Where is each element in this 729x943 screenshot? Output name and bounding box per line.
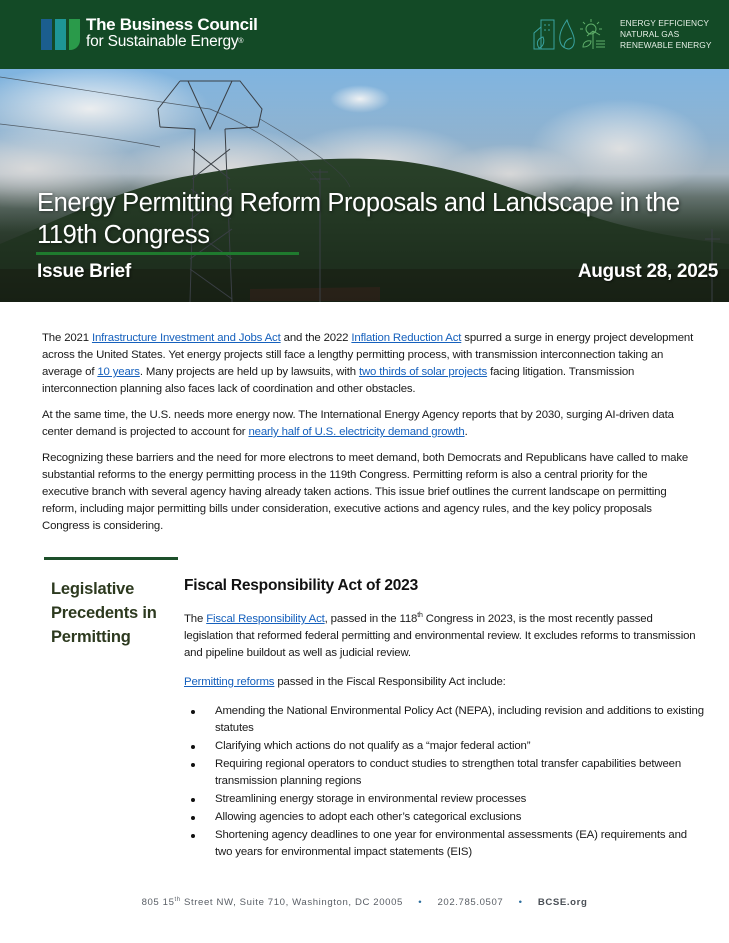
section-paragraph-2 xyxy=(184,674,704,691)
text: Street NW, Suite 710, Washington, DC 20005 xyxy=(180,897,403,908)
section-side-heading: Legislative Precedents in Permitting xyxy=(51,580,157,646)
bullet-icon xyxy=(191,745,195,749)
bullet-icon xyxy=(191,834,195,838)
section-content xyxy=(184,576,704,862)
publication-date: August 28, 2025 xyxy=(577,261,718,282)
text: facing litigation. Transmission interconnection planning also faces lack of coordination and other obstacles. xyxy=(42,366,635,395)
text: Congress in 2023, is the most recently passed legislation that reformed federal permitting and environmental review. It excludes reforms to transmission and pipeline buildout as well as judicial review. xyxy=(184,613,696,659)
org-name-line2-text: for Sustainable Energy xyxy=(86,33,239,50)
sector-renewable-energy: RENEWABLE ENERGY xyxy=(620,40,712,50)
bullet-icon xyxy=(191,816,195,820)
footer-address xyxy=(142,897,403,908)
link-10-years[interactable]: 10 years xyxy=(97,366,140,378)
reforms-list xyxy=(184,703,704,861)
logo-bar-teal xyxy=(55,19,66,50)
title-underline xyxy=(36,252,299,255)
sector-energy-efficiency: ENERGY EFFICIENCY xyxy=(620,18,710,28)
list-item xyxy=(184,738,704,755)
link-infrastructure-act[interactable]: Infrastructure Investment and Jobs Act xyxy=(91,332,281,344)
sector-list xyxy=(620,18,712,51)
text: . Many projects are held up by lawsuits, with xyxy=(139,366,359,378)
org-name xyxy=(86,16,258,50)
flame-leaf-icon xyxy=(560,20,575,49)
footer-phone: 202.785.0507 xyxy=(437,897,504,908)
text: passed in the Fiscal Responsibility Act include: xyxy=(274,676,506,688)
intro-paragraph-3: Recognizing these barriers and the need for more electrons to meet demand, both Democrats and Republicans have called to make substantial reforms to the energy permitting process in the 119th Congress. Permitting reform is also a central priority for the executive branch with several agency having already taken actions. This issue brief outlines the current landscape on permitting reform, including major permitting bills under consideration, executive actions and agency rules, and the key policy proposals Congress is considering. xyxy=(42,452,689,532)
registered-mark: ® xyxy=(238,38,244,45)
list-item xyxy=(184,827,704,861)
section-title: Fiscal Responsibility Act of 2023 xyxy=(184,577,419,594)
logo-bar-green xyxy=(69,19,80,50)
org-name-line1: The Business Council xyxy=(86,15,258,34)
document-title: Energy Permitting Reform Proposals and Landscape in the 119th Congress xyxy=(37,189,680,249)
intro-paragraph-1 xyxy=(42,330,697,398)
list-item xyxy=(184,756,704,790)
sector-natural-gas: NATURAL GAS xyxy=(620,29,680,39)
link-inflation-reduction-act[interactable]: Inflation Reduction Act xyxy=(351,332,462,344)
ordinal-suffix: th xyxy=(417,612,423,619)
hero-banner xyxy=(0,69,729,302)
page-footer xyxy=(0,897,729,908)
bcse-logo-icon xyxy=(41,19,80,50)
list-item xyxy=(184,703,704,737)
list-item-text: Clarifying which actions do not qualify as a “major federal action” xyxy=(215,740,531,752)
list-item-text: Amending the National Environmental Policy Act (NEPA), including revision and additions to existing statutes xyxy=(215,705,704,734)
document-type: Issue Brief xyxy=(37,261,131,282)
text: , passed in the 118 xyxy=(324,613,418,625)
list-item-text: Requiring regional operators to conduct studies to strengthen total transfer capabilities between transmission planning regions xyxy=(215,758,682,787)
intro-section xyxy=(42,330,697,544)
separator-dot: • xyxy=(518,897,523,908)
list-item-text: Allowing agencies to adopt each other’s categorical exclusions xyxy=(215,811,522,823)
link-fiscal-responsibility-act[interactable]: Fiscal Responsibility Act xyxy=(206,613,325,625)
bullet-icon xyxy=(191,798,195,802)
separator-dot: • xyxy=(418,897,423,908)
org-name-line2 xyxy=(86,33,258,50)
sun-windmill-icon xyxy=(580,19,605,49)
sector-icons xyxy=(533,17,607,51)
link-solar-projects[interactable]: two thirds of solar projects xyxy=(358,366,488,378)
text: . xyxy=(464,426,468,438)
list-item xyxy=(184,791,704,808)
logo-bar-blue xyxy=(41,19,52,50)
text: At the same time, the U.S. needs more energy now. The International Energy Agency reports that by 2030, surging AI-driven data center demand is projected to account for xyxy=(42,409,674,438)
section-paragraph-1 xyxy=(184,611,704,662)
text: 805 15 xyxy=(141,897,175,908)
building-leaf-icon xyxy=(534,20,554,49)
ordinal-suffix: th xyxy=(174,897,181,903)
text: The 2021 xyxy=(42,332,92,344)
footer-website[interactable]: BCSE.org xyxy=(537,897,588,908)
list-item xyxy=(184,809,704,826)
text: and the 2022 xyxy=(280,332,352,344)
text: The xyxy=(184,613,207,625)
bullet-icon xyxy=(191,763,195,767)
section-divider xyxy=(44,557,178,560)
list-item-text: Streamlining energy storage in environmental review processes xyxy=(215,793,527,805)
list-item-text: Shortening agency deadlines to one year for environmental assessments (EA) requirements and two years for environmental impact statements (EIS) xyxy=(215,829,687,858)
bullet-icon xyxy=(191,710,195,714)
header-bar xyxy=(0,0,729,69)
text: spurred a surge in energy project development across the United States. Yet energy projects still face a lengthy permitting process, with transmission interconnection taking an average of xyxy=(42,332,694,378)
link-electricity-demand-growth[interactable]: nearly half of U.S. electricity demand growth xyxy=(248,426,465,438)
link-permitting-reforms[interactable]: Permitting reforms xyxy=(184,676,275,688)
intro-paragraph-2 xyxy=(42,407,697,441)
